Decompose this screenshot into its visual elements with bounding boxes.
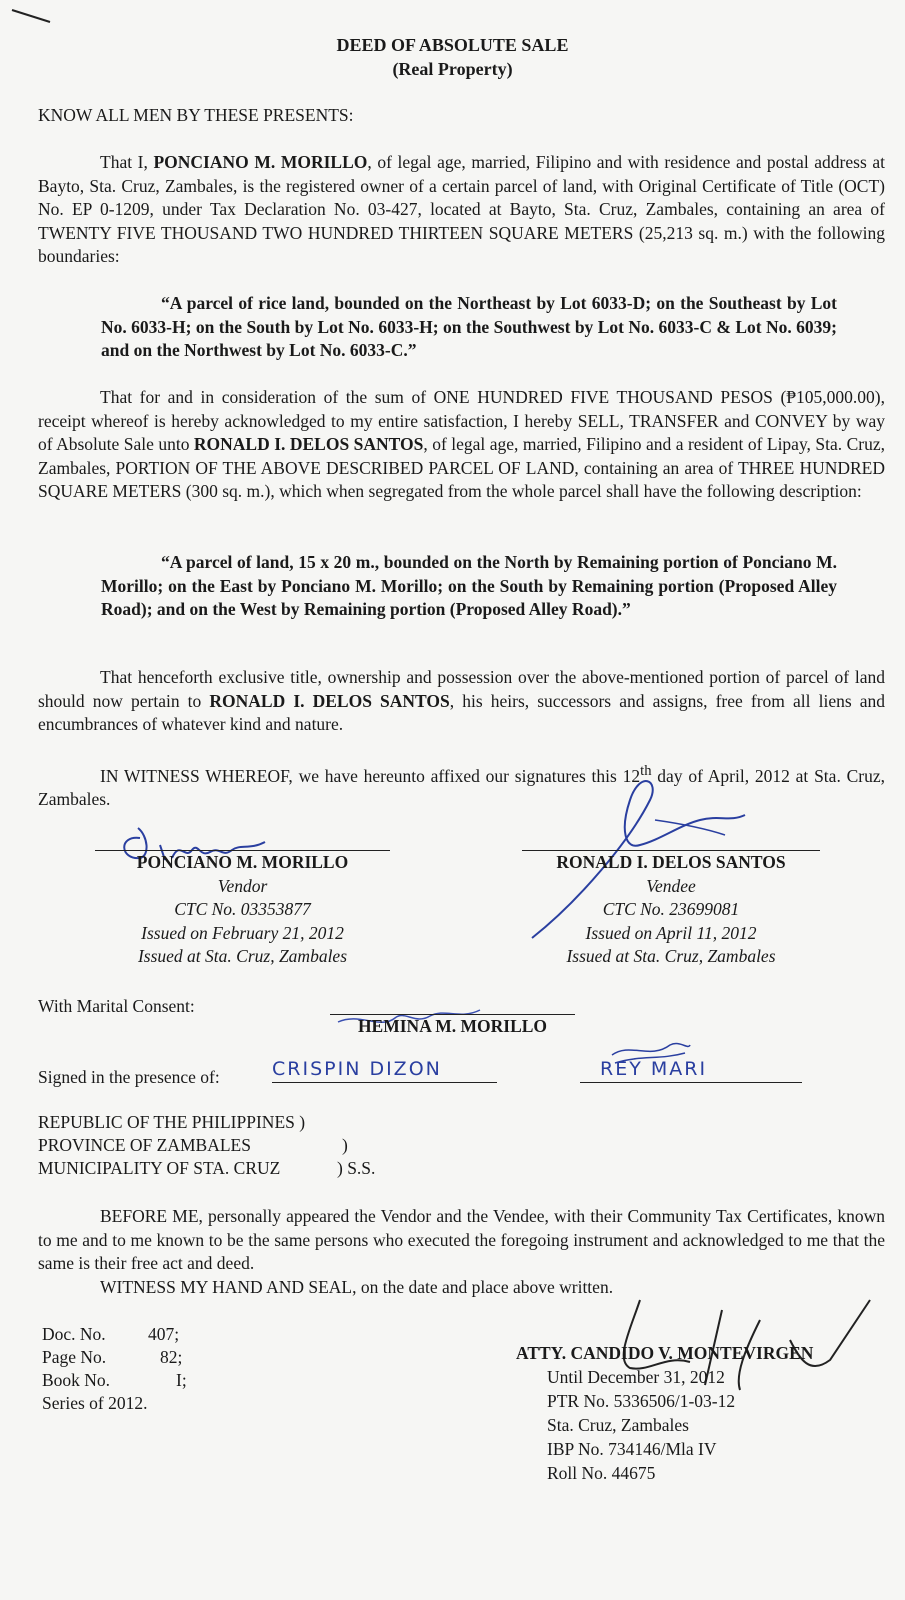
witness-2-name: REY MARI — [580, 1058, 802, 1083]
acknowledgment-paragraph: BEFORE ME, personally appeared the Vendor and the Vendee, with their Community Tax Certificates, known to me and to me known to be the same persons who executed the foregoing instrument and acknowledged to me that the same is their free act and deed. — [38, 1206, 885, 1273]
venue-line-3: MUNICIPALITY OF STA. CRUZ — [38, 1158, 281, 1178]
paragraph-ownership — [38, 151, 885, 269]
text-run: IN WITNESS WHEREOF, we have hereunto affixed our signatures this 12 — [100, 765, 641, 786]
text-run: , of legal age, married, Filipino and a resident of Lipay, Sta. Cruz, Zambales, PORTION OF THE ABOVE DESCRIBED PARCEL OF LAND, containing an area of THREE HUNDRED SQUARE METERS (300 sq. m.), which when segregated from the whole parcel shall have the following description: — [38, 434, 885, 501]
notary-roll: Roll No. 44675 — [547, 1463, 656, 1483]
vendee-ctc: CTC No. 23699081 — [602, 899, 740, 919]
notary-location: Sta. Cruz, Zambales — [547, 1415, 689, 1435]
venue-line-3-bracket: ) S.S. — [337, 1158, 376, 1178]
opening-line: KNOW ALL MEN BY THESE PRESENTS: — [38, 105, 354, 125]
vendee-name: RONALD I. DELOS SANTOS — [556, 852, 786, 872]
deed-title: DEED OF ABSOLUTE SALE — [336, 35, 569, 55]
page-no-value: 82; — [160, 1347, 183, 1367]
witness-label: Signed in the presence of: — [38, 1067, 220, 1087]
vendee-issued-on: Issued on April 11, 2012 — [585, 922, 757, 943]
marital-consent-label: With Marital Consent: — [38, 996, 195, 1016]
text-run: That for and in consideration of the sum of ONE HUNDRED FIVE THOUSAND PESOS (₱105,000.00), receipt whereof is hereby acknowledged to my entire satisfaction, I hereby SELL, TRANSFER and CONVEY by way of Absolute Sale unto — [38, 387, 885, 454]
quote-description: “A parcel of land, 15 x 20 m., bounded on the North by Remaining portion of Ponciano M. Morillo; on the East by Ponciano M. Morillo; on the South by Remaining portion (Proposed Alley Road); and on the West by Remaining portion (Proposed Alley Road).” — [101, 552, 837, 619]
text-run: That I, — [100, 152, 154, 172]
vendee-signature-block — [522, 850, 820, 969]
page-no-label: Page No. — [42, 1347, 107, 1367]
paragraph-consideration — [38, 386, 885, 504]
text-run: day of April, 2012 at Sta. Cruz, Zambales. — [38, 765, 886, 810]
notary-name: ATTY. CANDIDO V. MONTEVIRGEN — [516, 1343, 814, 1363]
vendor-name-inline: PONCIANO M. MORILLO — [153, 152, 368, 172]
vendor-name: PONCIANO M. MORILLO — [136, 852, 349, 872]
deed-subtitle: (Real Property) — [392, 59, 513, 79]
vendee-name-inline: RONALD I. DELOS SANTOS — [193, 434, 424, 454]
vendor-issued-on: Issued on February 21, 2012 — [141, 922, 344, 943]
paragraph-title-transfer — [38, 666, 885, 737]
witness-1-name: CRISPIN DIZON — [272, 1058, 497, 1083]
book-no-label: Book No. — [42, 1370, 111, 1390]
vendee-name-inline: RONALD I. DELOS SANTOS — [209, 690, 450, 711]
quote-boundaries: “A parcel of rice land, bounded on the Northeast by Lot 6033-D; on the Southeast by Lot No. 6033-H; on the South by Lot No. 6033-H; on the Southwest by Lot No. 6033-C & Lot No. 6039; and on the Northwest by Lot No. 6033-C.” — [101, 293, 837, 360]
doc-no-label: Doc. No. — [42, 1324, 106, 1344]
text-run: That henceforth exclusive title, ownership and possession over the above-mentioned portion of parcel of land should now pertain to — [38, 667, 885, 711]
notary-commission: Until December 31, 2012 — [547, 1367, 725, 1387]
text-run: , his heirs, successors and assigns, free from all liens and encumbrances of whatever kind and nature. — [38, 690, 886, 734]
venue-line-2-bracket: ) — [342, 1135, 348, 1155]
series-line: Series of 2012. — [42, 1393, 148, 1413]
paragraph-witness-whereof — [38, 760, 885, 812]
notary-ptr: PTR No. 5336506/1-03-12 — [547, 1391, 736, 1411]
vendee-issued-at: Issued at Sta. Cruz, Zambales — [566, 946, 776, 966]
venue-line-2: PROVINCE OF ZAMBALES — [38, 1135, 251, 1155]
vendor-issued-at: Issued at Sta. Cruz, Zambales — [137, 946, 348, 966]
notary-ibp: IBP No. 734146/Mla IV — [547, 1439, 717, 1459]
doc-no-value: 407; — [148, 1324, 180, 1344]
vendor-ctc: CTC No. 03353877 — [174, 899, 311, 919]
ordinal-suffix: th — [640, 763, 652, 779]
vendee-role: Vendee — [646, 875, 696, 896]
vendor-signature-block — [95, 850, 390, 969]
venue-line-1: REPUBLIC OF THE PHILIPPINES ) — [38, 1112, 306, 1132]
text-run: , of legal age, married, Filipino and with residence and postal address at Bayto, Sta. Cruz, Zambales, is the registered owner of a certain parcel of land, with Original Certificate of Title (OCT) No. EP 0-1209, under Tax Declaration No. 03-427, located at Bayto, Sta. Cruz, Zambales, containing an area of TWENTY FIVE THOUSAND TWO HUNDRED THIRTEEN SQUARE METERS (25,213 sq. m.) with the following boundaries: — [38, 152, 885, 266]
vendor-role: Vendor — [217, 875, 268, 896]
book-no-value: I; — [176, 1370, 187, 1390]
marital-consent-name: HEMINA M. MORILLO — [330, 1014, 575, 1039]
witness-hand-line: WITNESS MY HAND AND SEAL, on the date and place above written. — [100, 1277, 614, 1297]
